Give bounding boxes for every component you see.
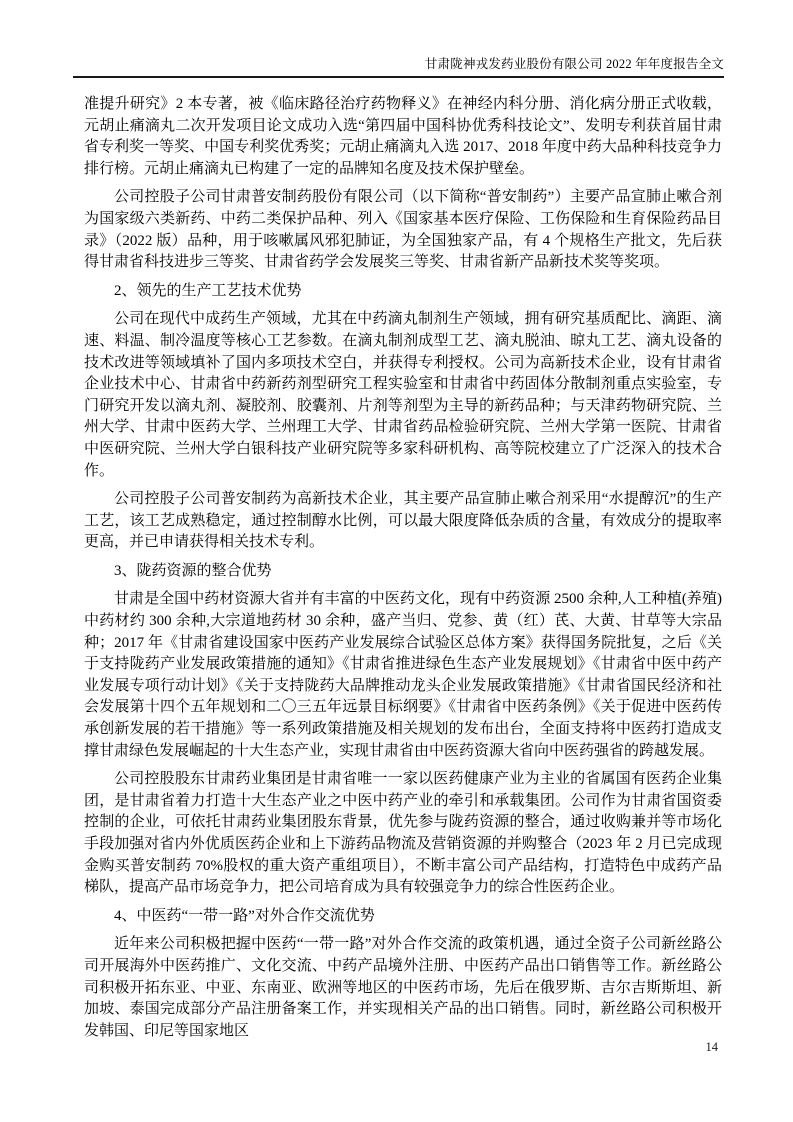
report-header-title: 甘肃陇神戎发药业股份有限公司 2022 年年度报告全文 — [73, 0, 724, 78]
paragraph-continued-from-previous-page: 准提升研究》2 本专著，被《临床路径治疗药物释义》在神经内科分册、消化病分册正式收载，元胡止痛滴丸二次开发项目论文成功入选“第四届中国科协优秀科技论文”、发明专利获首届甘肃省专利奖一等奖、中国专利奖优秀奖；元胡止痛滴丸入选 2017、2018 年度中药大品种科技竞争力排行榜。元胡止痛滴丸已构建了一定的品牌知名度及技术保护壁垒。 — [84, 96, 722, 177]
section-heading-longyao-resource-integration-advantage: 3、陇药资源的整合优势 — [114, 562, 272, 579]
paragraph-controlling-shareholder-group: 公司控股股东甘肃药业集团是甘肃省唯一一家以医药健康产业为主业的省属国有医药企业集团，是甘肃省着力打造十大生态产业之中医中药产业的牵引和承载集团。公司作为甘肃省国资委控制的企业，可依托甘肃药业集团股东背景，优先参与陇药资源的整合，通过收购兼并等市场化手段加强对省内外优质医药企业和上下游药品物流及营销资源的并购整合（2023 年 2 月已完成现金购买普安制药 70%股权的重大资产重组项目），不断丰富公司产品结构，打造特色中成药产品梯队，提高产品市场竞争力，把公司培育成为具有较强竞争力的综合性医药企业。 — [84, 771, 722, 896]
paragraph-puan-pharma-products: 公司控股子公司甘肃普安制药股份有限公司（以下简称“普安制药”）主要产品宣肺止嗽合剂为国家级六类新药、中药二类保护品种、列入《国家基本医疗保险、工伤保险和生育保险药品目录》（2022 版）品种，用于咳嗽属风邪犯肺证，为全国独家产品，有 4 个规格生产批文，先后获得甘肃省科技进步三等奖、甘肃省药学会发展奖三等奖、甘肃省新产品新技术奖等奖项。 — [84, 189, 722, 271]
document-body — [84, 86, 722, 1042]
paragraph-dripping-pill-technology: 公司在现代中成药生产领域，尤其在中药滴丸制剂生产领域，拥有研究基质配比、滴距、滴速、料温、制冷温度等核心工艺参数。在滴丸制剂成型工艺、滴丸脱油、晾丸工艺、滴丸设备的技术改进等领域填补了国内多项技术空白，并获得专利授权。公司为高新技术企业，设有甘肃省企业技术中心、甘肃省中药新药剂型研究工程实验室和甘肃省中药固体分散制剂重点实验室，专门研究开发以滴丸剂、凝胶剂、胶囊剂、片剂等剂型为主导的新药品种；与天津药物研究院、兰州大学、甘肃中医药大学、兰州理工大学、甘肃省药品检验研究院、兰州大学第一医院、甘肃省中医研究院、兰州大学白银科技产业研究院等多家科研机构、高等院校建立了广泛深入的技术合作。 — [84, 311, 722, 479]
paragraph-gansu-tcm-resources-policies: 甘肃是全国中药材资源大省并有丰富的中医药文化，现有中药资源 2500 余种,人工种植(养殖)中药材约 300 余种,大宗道地药材 30 余种，盛产当归、党参、黄（红）芪、大黄、甘草等大宗品种；2017 年《甘肃省建设国家中医药产业发展综合试验区总体方案》获得国务院批复，之后《关于支持陇药产业发展政策措施的通知》《甘肃省推进绿色生态产业发展规划》《甘肃省中医中药产业发展专项行动计划》《关于支持陇药大品牌推动龙头企业发展政策措施》《甘肃省国民经济和社会发展第十四个五年规划和二〇三五年远景目标纲要》《甘肃省中医药条例》《关于促进中医药传承创新发展的若干措施》等一系列政策措施及相关规划的发布出台，全面支持将中医药打造成支撑甘肃绿色发展崛起的十大生态产业，实现甘肃省由中医药资源大省向中医药强省的跨越发展。 — [84, 591, 722, 759]
page-number: 14 — [705, 1040, 718, 1054]
section-heading-belt-and-road-cooperation-advantage: 4、中医药“一带一路”对外合作交流优势 — [114, 907, 375, 924]
section-heading-production-technology-advantage: 2、领先的生产工艺技术优势 — [114, 282, 302, 299]
paragraph-overseas-market-expansion: 近年来公司积极把握中医药“一带一路”对外合作交流的政策机遇，通过全资子公司新丝路公司开展海外中医药推广、文化交流、中药产品境外注册、中医药产品出口销售等工作。新丝路公司积极开拓东亚、中亚、东南亚、欧洲等地区的中医药市场，先后在俄罗斯、吉尔吉斯斯坦、新加坡、泰国完成部分产品注册备案工作，并实现相关产品的出口销售。同时，新丝路公司积极开发韩国、印尼等国家地区 — [84, 936, 722, 1039]
paragraph-puan-extraction-process: 公司控股子公司普安制药为高新技术企业，其主要产品宣肺止嗽合剂采用“水提醇沉”的生产工艺，该工艺成熟稳定，通过控制醇水比例，可以最大限度降低杂质的含量，有效成分的提取率更高，并已申请获得相关技术专利。 — [84, 491, 722, 551]
page-header — [73, 0, 724, 78]
